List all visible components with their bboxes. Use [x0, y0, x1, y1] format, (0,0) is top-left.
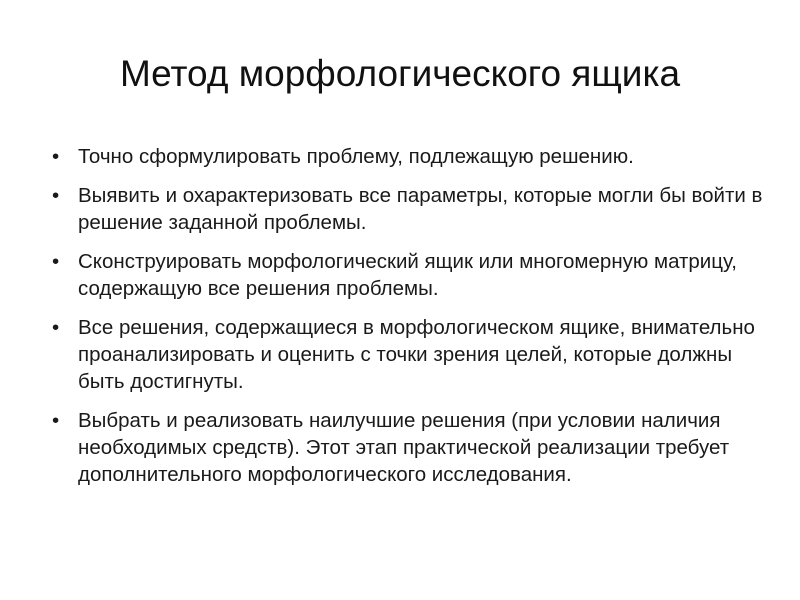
bullet-dot-icon: •	[52, 250, 60, 273]
bullet-dot-icon: •	[52, 145, 60, 168]
bullet-text: Выявить и охарактеризовать все параметры, которые могли бы войти в решение заданной проблемы.	[78, 184, 763, 234]
bullet-item	[48, 182, 768, 236]
bullet-text: Все решения, содержащиеся в морфологическом ящике, внимательно проанализировать и оценить с точки зрения целей, которые должны быть достигнуты.	[78, 316, 755, 393]
bullet-list	[48, 143, 768, 500]
bullet-dot-icon: •	[52, 316, 60, 339]
bullet-text: Сконструировать морфологический ящик или многомерную матрицу, содержащую все решения проблемы.	[78, 250, 737, 300]
bullet-dot-icon: •	[52, 409, 60, 432]
bullet-item	[48, 143, 768, 170]
bullet-dot-icon: •	[52, 184, 60, 207]
bullet-text: Точно сформулировать проблему, подлежащую решению.	[78, 145, 634, 168]
bullet-text: Выбрать и реализовать наилучшие решения (при условии наличия необходимых средств). Этот этап практической реализации требует дополнительного морфологического исследования.	[78, 409, 730, 486]
bullet-item	[48, 314, 768, 395]
bullet-item	[48, 248, 768, 302]
slide-title: Метод морфологического ящика	[119, 53, 681, 94]
bullet-item	[48, 407, 768, 488]
